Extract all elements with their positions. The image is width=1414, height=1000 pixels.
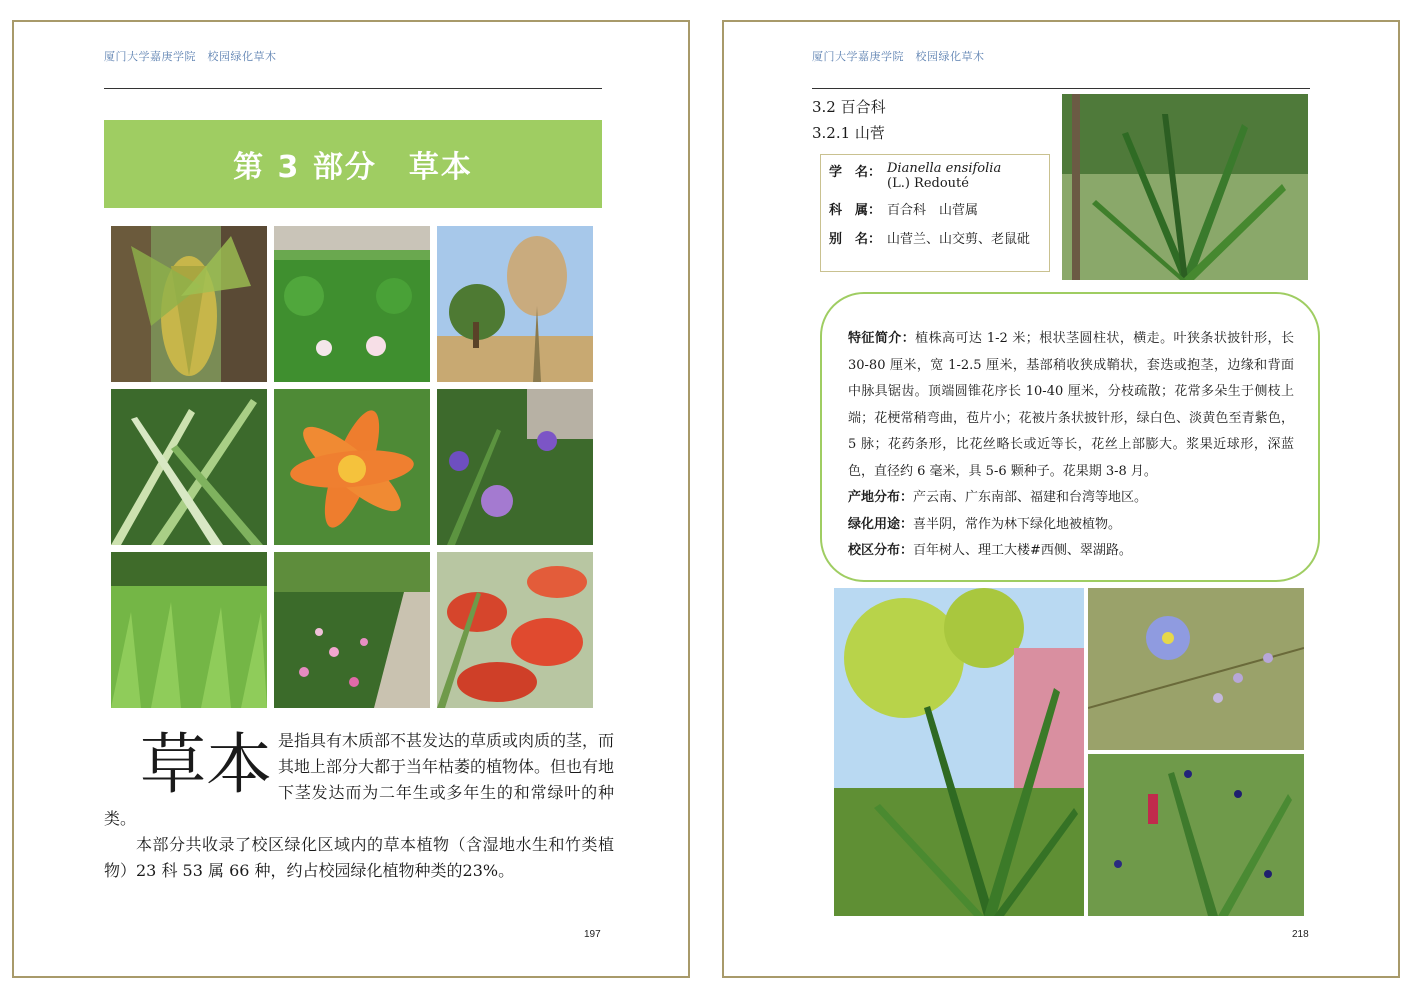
origin-label: 产地分布： (848, 490, 914, 505)
running-head: 厦门大学嘉庚学院 校园绿化草木 (104, 50, 277, 63)
page-number: 218 (1292, 929, 1309, 940)
water-lily-pond-photo (274, 226, 430, 382)
sci-name-label: 学 名： (829, 165, 882, 180)
photo-grid (111, 226, 597, 710)
pandanus-trunk-photo (111, 226, 267, 382)
intro-text: 是指具有木质部不甚发达的草质或肉质的茎，而其地上部分大都于当年枯萎的植物体。但也有地下茎发达而为二年生或多年生的和常绿叶的种类。 (104, 731, 615, 828)
pampas-grass-photo (437, 226, 593, 382)
orange-lily-photo (274, 389, 430, 545)
right-page (722, 20, 1400, 978)
feature-intro-text: 植株高可达 1-2 米；根状茎圆柱状，横走。叶狭条状披针形，长 30-80 厘米，宽 1-2.5 厘米，基部稍收狭成鞘状，套迭或抱茎，边缘和背面中脉具锯齿。顶端圆锥花序长 10-40 厘米，分枝疏散；花常多朵生于侧枝上端；花梗常稍弯曲，苞片小；花被片条状披针形，绿白色、淡黄色至青紫色，5 脉；花药条形，比花丝略长或近等长，花丝上部膨大。浆果近球形，深蓝色，直径约 6 毫米，具 5-6 颗种子。花果期 3-8 月。 (848, 331, 1294, 479)
running-head: 厦门大学嘉庚学院 校园绿化草木 (812, 50, 985, 63)
alias-value: 山菅兰、山交剪、老鼠砒 (887, 232, 1031, 247)
page-number: 197 (584, 929, 601, 940)
use-label: 绿化用途： (848, 516, 914, 532)
grass-field-photo (111, 552, 267, 708)
dianella-habit-photo (1062, 94, 1308, 280)
campus-label: 校区分布： (848, 543, 914, 558)
sci-author: (L.) Redouté (887, 176, 969, 191)
dianella-berries-photo (1088, 754, 1304, 916)
intro-block (104, 728, 614, 884)
dianella-campus-photo (834, 588, 1084, 916)
alias-label: 别 名： (829, 232, 882, 247)
red-grass-photo (437, 552, 593, 708)
info-box (820, 154, 1050, 272)
section-title: 3.2 百合科 (812, 98, 886, 116)
feature-intro-label: 特征简介： (848, 331, 916, 346)
origin-text: 产云南、广东南部、福建和台湾等地区。 (913, 490, 1148, 505)
spider-plant-photo (111, 389, 267, 545)
purple-ruellia-photo (437, 389, 593, 545)
header-rule (104, 88, 602, 89)
campus-text: 百年树人、理工大楼#西侧、翠湖路。 (913, 543, 1132, 558)
use-text: 喜半阴，常作为林下绿化地被植物。 (913, 516, 1122, 532)
header-rule (812, 88, 1310, 89)
family-label: 科 属： (829, 203, 882, 218)
family-value: 百合科 山菅属 (887, 203, 979, 218)
cosmos-path-photo (274, 552, 430, 708)
dianella-flower-photo (1088, 588, 1304, 750)
chapter-title: 第 3 部分 草本 (233, 150, 473, 185)
chapter-banner (104, 120, 602, 208)
left-page (12, 20, 690, 978)
subsection-title: 3.2.1 山菅 (812, 124, 885, 142)
big-word: 草本 (140, 726, 272, 803)
feature-box (820, 292, 1320, 582)
intro-text-2: 本部分共收录了校区绿化区域内的草本植物（含湿地水生和竹类植物）23 科 53 属 66 种，约占校园绿化植物种类的23%。 (104, 835, 614, 880)
sci-name: Dianella ensifolia (887, 161, 1002, 176)
